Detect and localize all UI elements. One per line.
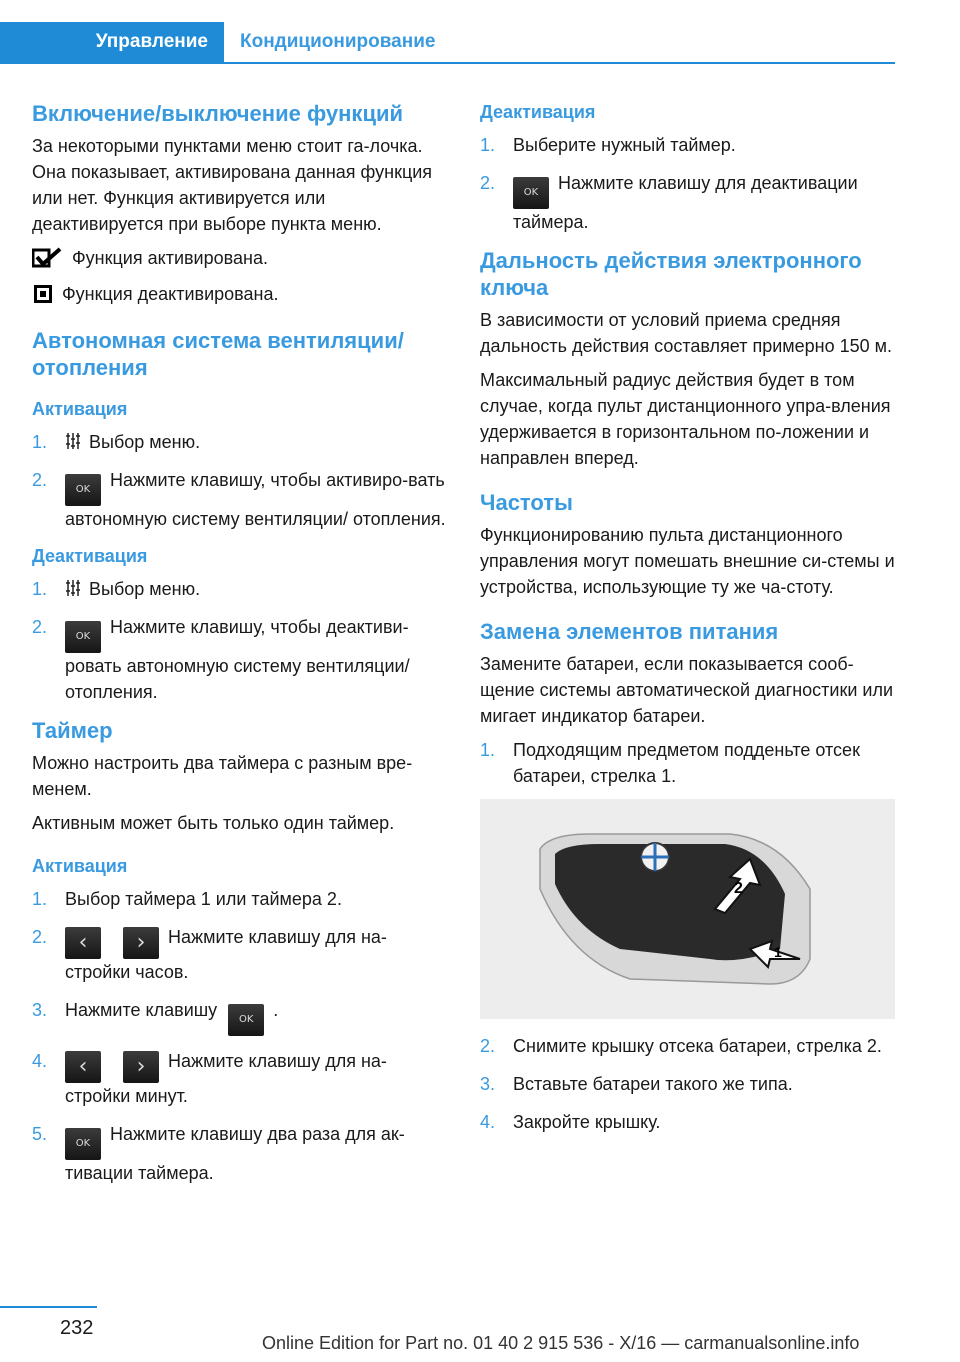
list-item: 5. OK Нажмите клавишу два раза для ак-тивации таймера. xyxy=(32,1124,405,1183)
ok-button-icon: OK xyxy=(65,1128,101,1160)
list-item: 4. Закройте крышку. xyxy=(480,1112,661,1132)
heater-activation-list xyxy=(32,429,447,532)
timer-text-1: Можно настроить два таймера с разным вре-менем. xyxy=(32,753,413,799)
section-frequency-title: Частоты xyxy=(480,490,573,515)
watermark-text: Online Edition for Part no. 01 40 2 915 536 - X/16 — carmanualsonline.info xyxy=(262,1333,860,1353)
tab-control[interactable]: Управление xyxy=(0,22,224,62)
range-text-2: Максимальный радиус действия будет в том случае, когда пульт дистанционного упра-вления удерживается в горизонтальном по-ложении и направлен вперед. xyxy=(480,370,891,468)
list-item: 2. Снимите крышку отсека батареи, стрелка 2. xyxy=(480,1036,882,1056)
right-arrow-button-icon: › xyxy=(123,1051,159,1083)
status-off-text: Функция деактивирована. xyxy=(62,284,279,304)
ok-button-icon: OK xyxy=(65,621,101,653)
left-arrow-button-icon: ‹ xyxy=(65,1051,101,1083)
timer-text-2: Активным может быть только один таймер. xyxy=(32,813,395,833)
range-text-1: В зависимости от условий приема средняя дальность действия составляет примерно 150 м. xyxy=(480,310,893,356)
list-item: 1. Выбор меню. xyxy=(32,579,201,599)
footer-line xyxy=(0,1306,97,1308)
list-item: 1. Подходящим предметом подденьте отсек батареи, стрелка 1. xyxy=(480,740,860,786)
left-arrow-button-icon: ‹ xyxy=(65,927,101,959)
list-item: 1. Выбор меню. xyxy=(32,432,201,452)
section-battery-title: Замена элементов питания xyxy=(480,619,779,644)
timer-activation-list xyxy=(32,886,447,1186)
list-item: 2. OK Нажмите клавишу, чтобы деактиви-ровать автономную систему вентиляции/ отопления. xyxy=(32,617,410,702)
status-on-text: Функция активирована. xyxy=(72,248,268,268)
checkmark-icon xyxy=(32,247,62,269)
list-item: 3. Нажмите клавишу OK . xyxy=(32,997,447,1036)
battery-list-2 xyxy=(480,1033,895,1135)
heater-deactivation-title: Деактивация xyxy=(32,546,148,566)
tab-climate[interactable]: Кондиционирование xyxy=(240,31,436,52)
right-column xyxy=(480,100,895,1147)
list-item: 1. Выбор таймера 1 или таймера 2. xyxy=(32,889,342,909)
battery-text: Замените батареи, если показывается сооб-щение системы автоматической диагностики или мигает индикатор батареи. xyxy=(480,654,894,726)
timer-deactivation-title: Деактивация xyxy=(480,102,596,122)
heater-activation-title: Активация xyxy=(32,399,128,419)
header-tabs xyxy=(0,22,895,64)
car-key-illustration xyxy=(480,799,895,1019)
battery-list-1 xyxy=(480,737,895,789)
section-toggle-title: Включение/выключение функций xyxy=(32,101,404,126)
right-arrow-button-icon: › xyxy=(123,927,159,959)
section-toggle-text: За некоторыми пунктами меню стоит га-лочка. Она показывает, активирована данная функция или нет. Функция активируется или деактивируется при выборе пункта меню. xyxy=(32,136,433,234)
timer-activation-title: Активация xyxy=(32,856,128,876)
list-item: 4. ‹ › Нажмите клавишу для на-стройки минут. xyxy=(32,1051,387,1106)
page-number: 232 xyxy=(60,1317,94,1339)
ok-button-icon: OK xyxy=(228,1004,264,1036)
section-timer-title: Таймер xyxy=(32,718,113,743)
svg-text:2: 2 xyxy=(734,880,743,897)
list-item: 2. OK Нажмите клавишу, чтобы активиро-вать автономную систему вентиляции/ отопления. xyxy=(32,470,446,529)
key-battery-photo xyxy=(480,799,895,1019)
heater-menu-icon xyxy=(65,431,81,451)
left-column xyxy=(32,100,447,1198)
heater-menu-icon xyxy=(65,578,81,598)
status-on-row xyxy=(32,245,447,271)
section-heater-title: Автономная система вентиляции/ отопления xyxy=(32,328,404,380)
checkbox-empty-icon xyxy=(34,285,52,303)
ok-button-icon: OK xyxy=(513,177,549,209)
frequency-text: Функционированию пульта дистанционного управления могут помешать внешние си-стемы и устройства, использующие ту же ча-стоту. xyxy=(480,525,895,597)
svg-text:1: 1 xyxy=(774,944,782,960)
heater-deactivation-list xyxy=(32,576,447,705)
list-item: 2. ‹ › Нажмите клавишу для на-стройки часов. xyxy=(32,927,387,982)
list-item: 3. Вставьте батареи такого же типа. xyxy=(480,1074,793,1094)
list-item: 1. Выберите нужный таймер. xyxy=(480,135,736,155)
section-range-title: Дальность действия электронного ключа xyxy=(480,248,862,300)
timer-deactivation-list xyxy=(480,132,895,235)
ok-button-icon: OK xyxy=(65,474,101,506)
status-off-row xyxy=(32,281,447,307)
list-item: 2. OK Нажмите клавишу для деактивации таймера. xyxy=(480,173,858,232)
